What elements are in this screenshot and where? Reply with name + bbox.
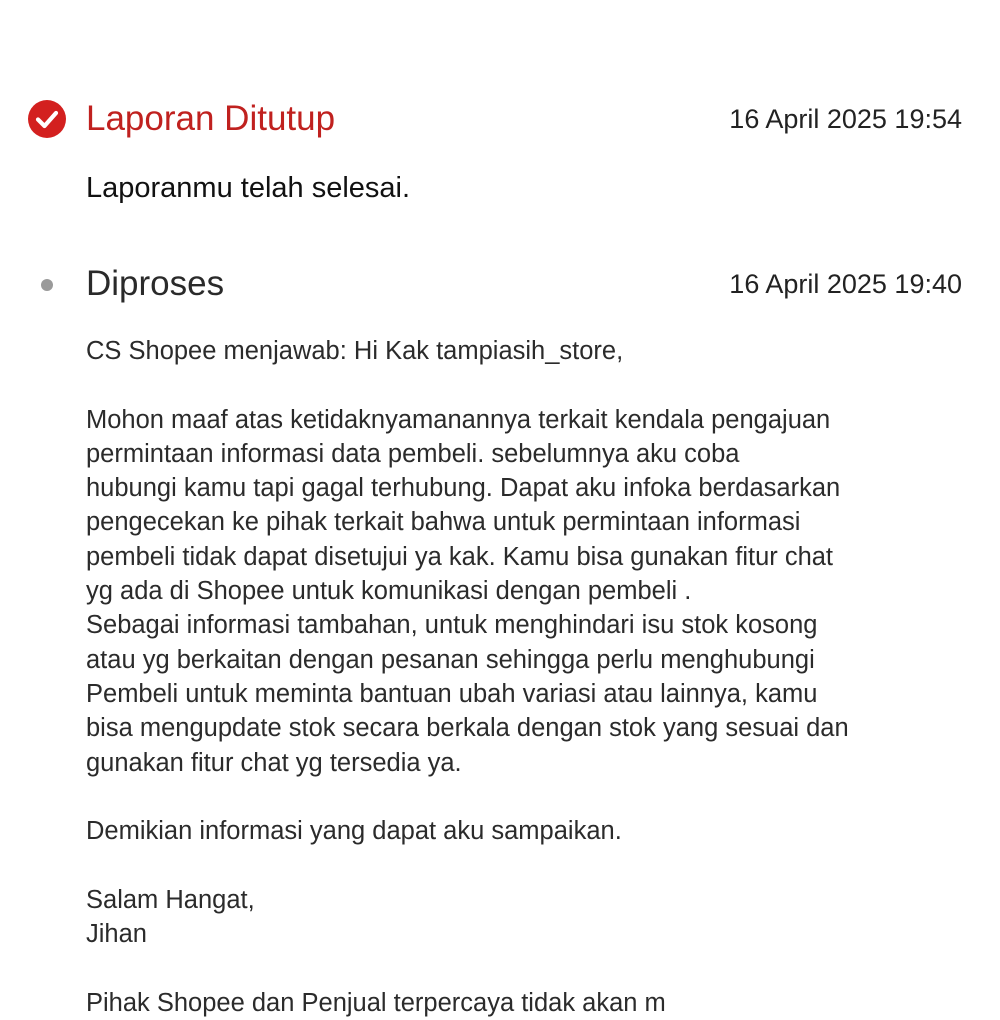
reply-paragraph-line: Pembeli untuk meminta bantuan ubah variasi atau lainnya, kamu xyxy=(86,679,818,708)
reply-paragraph-line: bisa mengupdate stok secara berkala dengan stok yang sesuai dan xyxy=(86,714,849,743)
closed-status-message: Laporanmu telah selesai. xyxy=(86,172,411,204)
reply-spacer xyxy=(86,368,976,402)
processed-entry-header xyxy=(86,262,962,306)
reply-signature: Jihan xyxy=(86,920,147,949)
closed-status-time: 16 April 2025 19:54 xyxy=(729,104,962,134)
reply-paragraph-line: atau yg berkaitan dengan pesanan sehingga perlu menghubungi xyxy=(86,645,815,674)
reply-spacer xyxy=(86,848,976,882)
closed-status-title: Laporan Ditutup xyxy=(86,99,336,138)
processed-status-title: Diproses xyxy=(86,264,225,303)
reply-paragraph-line: permintaan informasi data pembeli. sebelumnya aku coba xyxy=(86,439,740,468)
reply-paragraph-line: Mohon maaf atas ketidaknyamanannya terkait kendala pengajuan xyxy=(86,405,831,434)
closed-entry-header xyxy=(86,97,962,141)
reply-paragraph-line: Sebagai informasi tambahan, untuk menghindari isu stok kosong xyxy=(86,611,818,640)
reply-paragraph-line: hubungi kamu tapi gagal terhubung. Dapat aku infoka berdasarkan xyxy=(86,474,841,503)
reply-spacer xyxy=(86,951,976,985)
reply-footer-partial: Pihak Shopee dan Penjual terpercaya tidak akan m xyxy=(86,988,666,1017)
reply-greeting: CS Shopee menjawab: Hi Kak tampiasih_store, xyxy=(86,337,624,365)
processed-status-time: 16 April 2025 19:40 xyxy=(729,269,962,299)
reply-closing-paragraph: Demikian informasi yang dapat aku sampaikan. xyxy=(86,817,622,846)
reply-paragraph-line: pengecekan ke pihak terkait bahwa untuk permintaan informasi xyxy=(86,508,801,537)
reply-paragraph-line: gunakan fitur chat yg tersedia ya. xyxy=(86,748,462,777)
reply-spacer xyxy=(86,780,976,814)
cs-reply-message xyxy=(86,334,976,1020)
reply-paragraph-line: yg ada di Shopee untuk komunikasi dengan pembeli . xyxy=(86,577,692,606)
reply-closing: Salam Hangat, xyxy=(86,885,255,914)
reply-paragraph-line: pembeli tidak dapat disetujui ya kak. Kamu bisa gunakan fitur chat xyxy=(86,542,834,571)
dot-icon xyxy=(41,279,53,291)
check-circle-icon xyxy=(28,100,66,138)
